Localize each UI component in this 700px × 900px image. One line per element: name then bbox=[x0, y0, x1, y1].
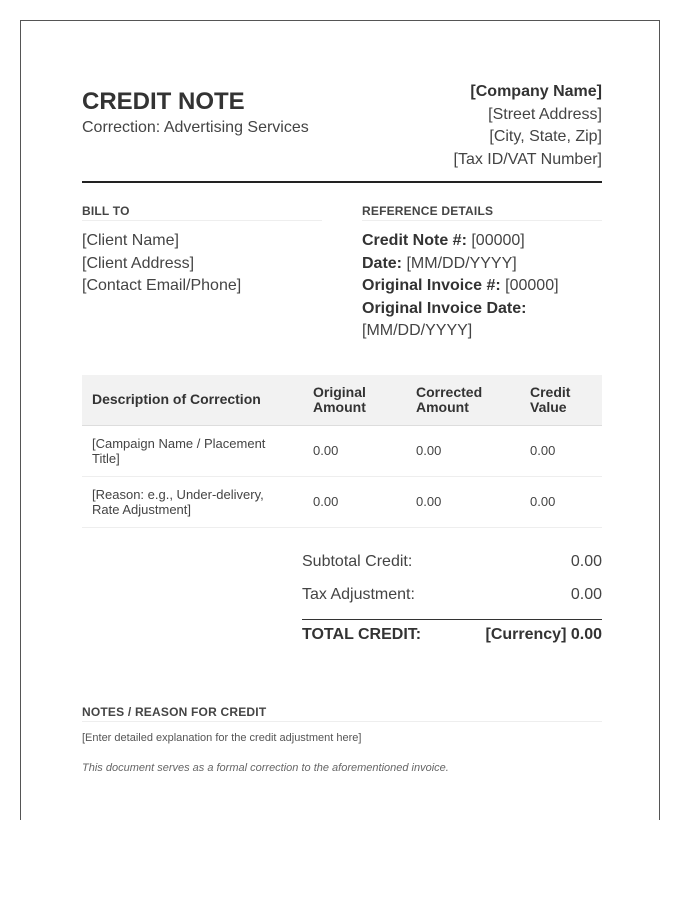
original-invoice-date-value: [MM/DD/YYYY] bbox=[362, 322, 473, 339]
disclaimer-text: This document serves as a formal correction to the aforementioned invoice. bbox=[82, 761, 449, 774]
subtotal-value: 0.00 bbox=[570, 552, 602, 570]
company-city: [City, State, Zip] bbox=[489, 128, 602, 145]
credit-note-number bbox=[362, 230, 602, 253]
bill-to-label: BILL TO bbox=[82, 204, 322, 221]
info-section bbox=[82, 204, 602, 343]
row-description: [Reason: e.g., Under-delivery, Rate Adjustment] bbox=[82, 476, 303, 527]
document-page bbox=[20, 20, 660, 820]
totals-block bbox=[302, 551, 602, 644]
table-row bbox=[82, 476, 602, 527]
title-block bbox=[82, 81, 309, 137]
original-invoice-date bbox=[362, 298, 602, 343]
document-subtitle: Correction: Advertising Services bbox=[82, 119, 309, 136]
table-row bbox=[82, 425, 602, 476]
reference-label: REFERENCE DETAILS bbox=[362, 204, 602, 221]
client-address: [Client Address] bbox=[82, 254, 195, 272]
tax-row bbox=[302, 584, 602, 617]
company-street: [Street Address] bbox=[488, 105, 602, 123]
credit-note-number-label: Credit Note #: bbox=[362, 232, 467, 249]
date-label: Date: bbox=[362, 254, 403, 272]
row-original-amount: 0.00 bbox=[303, 476, 406, 527]
total-row bbox=[302, 619, 602, 644]
original-invoice-number-label: Original Invoice #: bbox=[362, 277, 501, 294]
original-invoice-number bbox=[362, 275, 602, 298]
tax-label: Tax Adjustment: bbox=[302, 585, 415, 603]
date-value: [MM/DD/YYYY] bbox=[406, 254, 517, 272]
notes-section bbox=[82, 705, 602, 774]
original-invoice-date-label: Original Invoice Date: bbox=[362, 299, 527, 317]
subtotal-row bbox=[302, 551, 602, 584]
credit-note-number-value: [00000] bbox=[471, 232, 525, 249]
row-credit-value: 0.00 bbox=[520, 425, 602, 476]
total-label: TOTAL CREDIT: bbox=[302, 625, 422, 643]
row-original-amount: 0.00 bbox=[303, 425, 406, 476]
original-invoice-number-value: [00000] bbox=[505, 277, 559, 294]
header-original-amount: Original Amount bbox=[303, 375, 406, 426]
credit-note-date bbox=[362, 253, 602, 276]
row-credit-value: 0.00 bbox=[520, 476, 602, 527]
header-credit-value: Credit Value bbox=[520, 375, 602, 426]
header-description: Description of Correction bbox=[82, 375, 303, 426]
document-content bbox=[82, 81, 602, 774]
row-corrected-amount: 0.00 bbox=[406, 425, 520, 476]
notes-text: [Enter detailed explanation for the credit adjustment here] bbox=[82, 731, 362, 744]
document-title: CREDIT NOTE bbox=[82, 88, 245, 115]
client-name: [Client Name] bbox=[82, 232, 179, 249]
notes-label: NOTES / REASON FOR CREDIT bbox=[82, 705, 602, 722]
row-description: [Campaign Name / Placement Title] bbox=[82, 425, 303, 476]
table-header-row bbox=[82, 375, 602, 426]
client-contact: [Contact Email/Phone] bbox=[82, 277, 242, 294]
reference-block bbox=[362, 204, 602, 343]
company-tax-id: [Tax ID/VAT Number] bbox=[453, 150, 602, 168]
company-block bbox=[454, 81, 602, 171]
total-value: [Currency] 0.00 bbox=[485, 625, 602, 643]
company-name: [Company Name] bbox=[470, 83, 602, 100]
header-corrected-amount: Corrected Amount bbox=[406, 375, 520, 426]
row-corrected-amount: 0.00 bbox=[406, 476, 520, 527]
tax-value: 0.00 bbox=[570, 585, 602, 603]
subtotal-label: Subtotal Credit: bbox=[302, 552, 413, 570]
document-header bbox=[82, 81, 602, 183]
bill-to-block bbox=[82, 204, 322, 343]
correction-table bbox=[82, 375, 602, 528]
